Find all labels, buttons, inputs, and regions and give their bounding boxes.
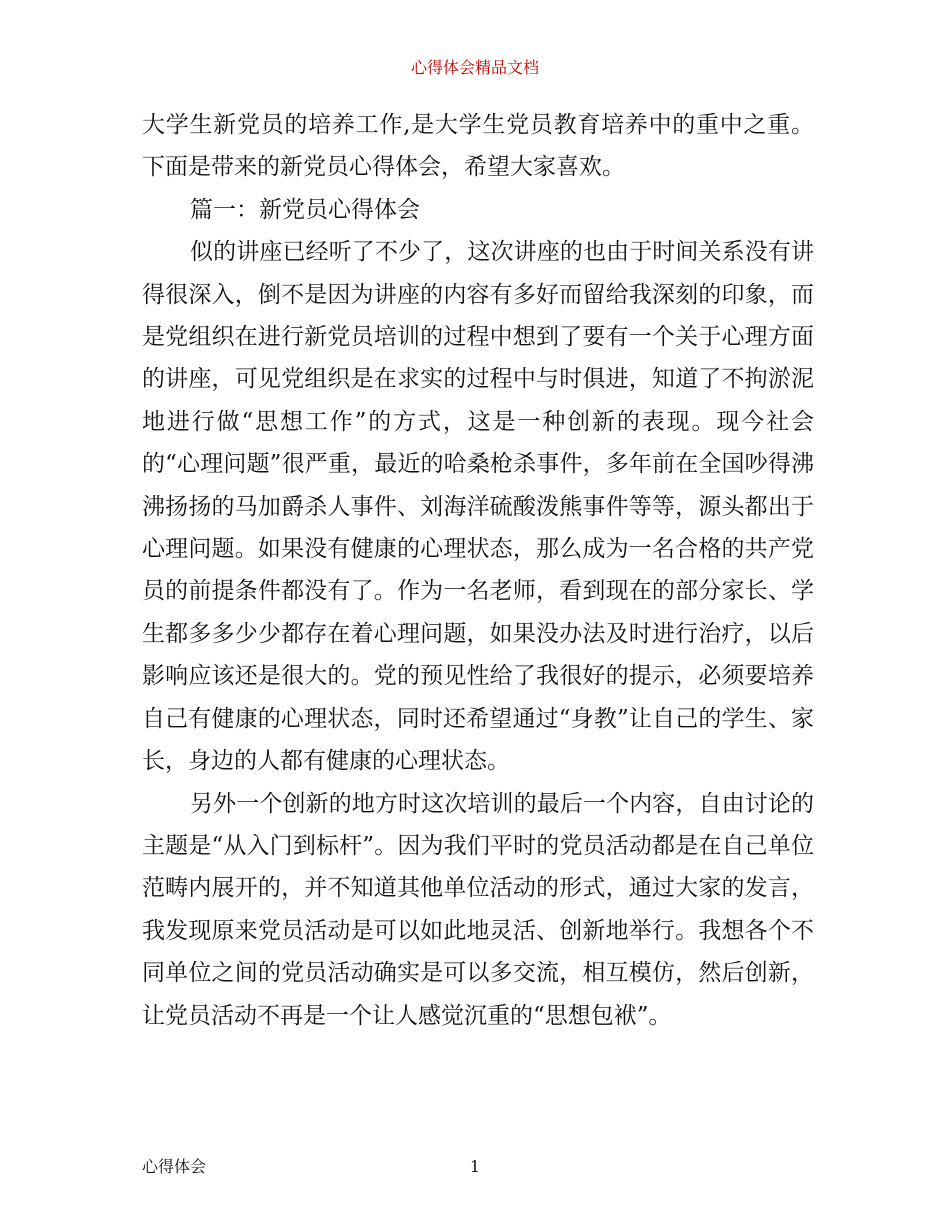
- document-header-title: 心得体会精品文档: [410, 58, 539, 77]
- intro-paragraph: 大学生新党员的培养工作,是大学生党员教育培养中的重中之重。下面是带来的新党员心得体会，希望大家喜欢。: [142, 112, 814, 181]
- document-body: [142, 104, 814, 1037]
- section-heading: 篇一：新党员心得体会: [190, 196, 420, 223]
- page-number: 1: [469, 1157, 481, 1176]
- body-paragraph-1: 似的讲座已经听了不少了，这次讲座的也由于时间关系没有讲得很深入，倒不是因为讲座的内容有多好而留给我深刻的印象，而是党组织在进行新党员培训的过程中想到了要有一个关于心理方面的讲座，可见党组织是在求实的过程中与时俱进，知道了不拘淤泥地进行做“思想工作”的方式，这是一种创新的表现。现今社会的“心理问题”很严重，最近的哈桑枪杀事件，多年前在全国吵得沸沸扬扬的马加爵杀人事件、刘海洋硫酸泼熊事件等等，源头都出于心理问题。如果没有健康的心理状态，那么成为一名合格的共产党员的前提条件都没有了。作为一名老师，看到现在的部分家长、学生都多多少少都存在着心理问题，如果没办法及时进行治疗，以后影响应该还是很大的。党的预见性给了我很好的提示，必须要培养自己有健康的心理状态，同时还希望通过“身教”让自己的学生、家长，身边的人都有健康的心理状态。: [142, 239, 814, 775]
- body-paragraph-2: 另外一个创新的地方时这次培训的最后一个内容，自由讨论的主题是“从入门到标杆”。因为我们平时的党员活动都是在自己单位范畴内展开的，并不知道其他单位活动的形式，通过大家的发言，我发现原来党员活动是可以如此地灵活、创新地举行。我想各个不同单位之间的党员活动确实是可以多交流，相互模仿，然后创新，让党员活动不再是一个让人感觉沉重的“思想包袱”。: [142, 790, 814, 1029]
- footer-label: 心得体会: [142, 1157, 207, 1176]
